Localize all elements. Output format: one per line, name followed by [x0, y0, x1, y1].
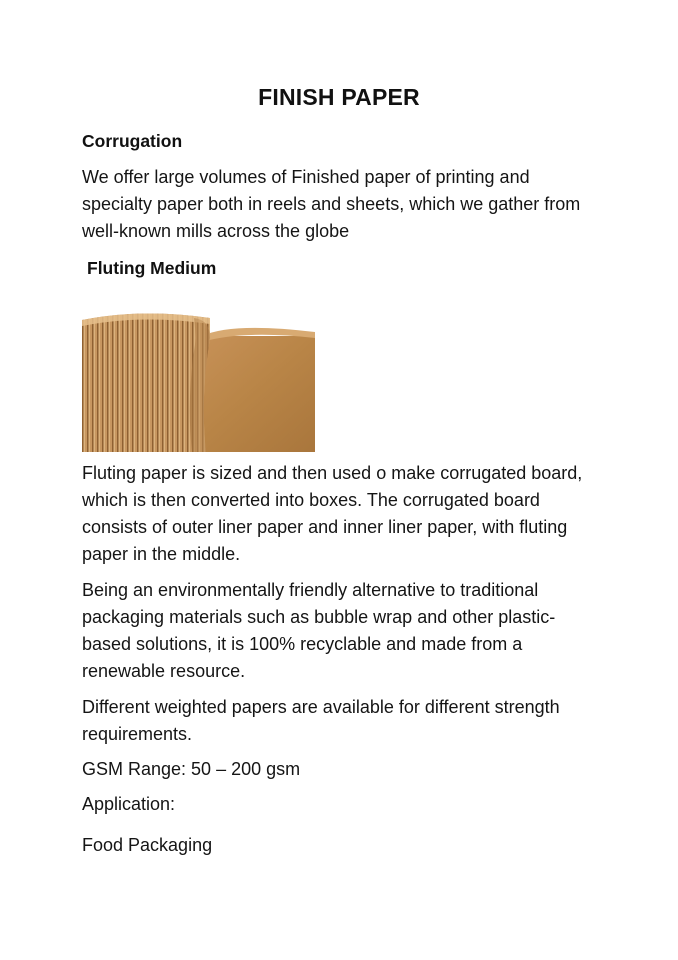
corrugated-paper-image [82, 308, 315, 452]
page-title: FINISH PAPER [258, 84, 420, 110]
application-value: Food Packaging [82, 835, 213, 855]
intro-paragraph: We offer large volumes of Finished paper of printing and specialty paper both in reels and sheets, which we gather from well-known mills across the globe [82, 167, 581, 241]
gsm-range-text: GSM Range: 50 – 200 gsm [82, 759, 301, 779]
section-heading-corrugation: Corrugation [82, 131, 183, 151]
product-heading-fluting-medium: Fluting Medium [87, 258, 217, 278]
application-label: Application: [82, 794, 176, 814]
weights-paragraph: Different weighted papers are available for different strength requirements. [82, 697, 560, 744]
fluting-description-paragraph: Fluting paper is sized and then used o make corrugated board, which is then converted into boxes. The corrugated board consists of outer liner paper and inner liner paper, with fluting paper in the middle. [82, 463, 583, 564]
environment-paragraph: Being an environmentally friendly alternative to traditional packaging materials such as bubble wrap and other plastic-based solutions, it is 100% recyclable and made from a renewable resource. [82, 580, 556, 681]
